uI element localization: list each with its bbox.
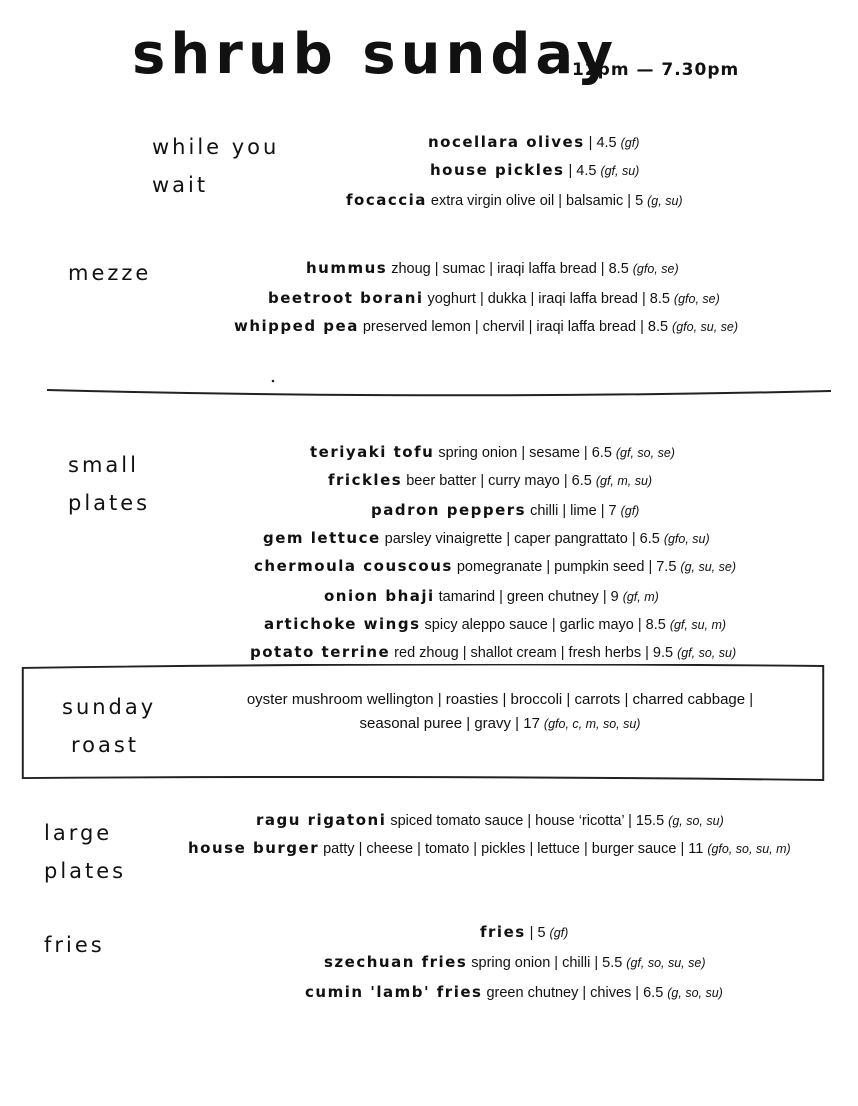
item-tags: (gf, su, m) xyxy=(669,618,727,632)
item-tags: (gf, so, se) xyxy=(615,446,675,460)
item-tags: (gf, m, su) xyxy=(595,474,653,488)
item-name: potato terrine xyxy=(250,643,391,661)
item-details: parsley vinaigrette | caper pangrattato | 6.5 xyxy=(384,531,660,547)
roast-line-1: oyster mushroom wellington | roasties | broccoli | carrots | charred cabbage | xyxy=(246,691,754,708)
item-name: frickles xyxy=(328,471,403,489)
item-name: gem lettuce xyxy=(263,529,381,547)
item-tags: (g, su, se) xyxy=(680,560,736,574)
item-tags: (gf, m) xyxy=(622,590,659,604)
item-tags: (gf) xyxy=(549,926,569,940)
menu-item xyxy=(263,529,710,548)
menu-item xyxy=(256,811,724,830)
item-name: onion bhaji xyxy=(324,587,435,605)
item-details: beer batter | curry mayo | 6.5 xyxy=(406,473,592,489)
item-details: tamarind | green chutney | 9 xyxy=(438,589,619,605)
opening-hours: 12pm — 7.30pm xyxy=(572,60,740,80)
menu-item xyxy=(268,289,720,308)
section-label-mezze: mezze xyxy=(68,261,152,285)
item-tags: (gfo, se) xyxy=(673,292,720,306)
item-details: extra virgin olive oil | balsamic | 5 xyxy=(430,193,644,209)
roast-line-2 xyxy=(200,712,800,736)
section-divider xyxy=(0,378,858,408)
item-tags: (gfo, su, se) xyxy=(672,320,739,334)
item-details: patty | cheese | tomato | pickles | lettuce | burger sauce | 11 xyxy=(323,841,704,857)
section-label-sunday-roast: sunday roast xyxy=(62,695,157,757)
menu-item xyxy=(430,161,639,180)
item-details: | 5 xyxy=(529,925,546,941)
item-tags: (gf, so, su) xyxy=(677,646,737,660)
item-name: nocellara olives xyxy=(428,133,585,151)
item-name: artichoke wings xyxy=(264,615,421,633)
menu-item xyxy=(264,615,726,634)
menu-item xyxy=(310,443,675,462)
item-details: spicy aleppo sauce | garlic mayo | 8.5 xyxy=(424,617,666,633)
menu-item xyxy=(250,643,736,662)
item-tags: (gfo, so, su, m) xyxy=(707,842,791,856)
menu-item xyxy=(254,557,736,576)
menu-item xyxy=(480,923,568,942)
item-details: green chutney | chives | 6.5 xyxy=(486,985,664,1001)
item-name: beetroot borani xyxy=(268,289,424,307)
item-tags: (gf, su) xyxy=(600,164,640,178)
item-name: focaccia xyxy=(346,191,427,209)
item-name: teriyaki tofu xyxy=(310,443,435,461)
roast-details: seasonal puree | gravy | 17 xyxy=(359,715,540,732)
item-tags: (gf) xyxy=(620,504,640,518)
item-details: | 4.5 xyxy=(588,135,617,151)
item-name: house pickles xyxy=(430,161,565,179)
item-name: fries xyxy=(480,923,526,941)
item-name: cumin 'lamb' fries xyxy=(305,983,483,1001)
section-label-while-you-wait: while you wait xyxy=(152,135,280,197)
item-tags: (gfo, su) xyxy=(663,532,710,546)
item-name: hummus xyxy=(306,259,388,277)
item-details: spiced tomato sauce | house ‘ricotta’ | 15.5 xyxy=(390,813,665,829)
menu-item xyxy=(306,259,679,278)
item-name: whipped pea xyxy=(234,317,359,335)
menu-item xyxy=(428,133,639,152)
item-details: | 4.5 xyxy=(568,163,597,179)
item-details: spring onion | chilli | 5.5 xyxy=(471,955,623,971)
menu-title: shrub sunday xyxy=(132,22,618,87)
item-details: chilli | lime | 7 xyxy=(530,503,617,519)
roast-tags: (gfo, c, m, so, su) xyxy=(543,717,641,731)
item-name: szechuan fries xyxy=(324,953,468,971)
item-details: preserved lemon | chervil | iraqi laffa bread | 8.5 xyxy=(362,319,669,335)
item-name: padron peppers xyxy=(371,501,527,519)
item-name: chermoula couscous xyxy=(254,557,453,575)
item-tags: (g, su) xyxy=(647,194,683,208)
menu-item xyxy=(324,587,659,606)
item-name: ragu rigatoni xyxy=(256,811,387,829)
section-label-fries: fries xyxy=(44,933,105,957)
menu-item xyxy=(188,839,791,858)
item-tags: (g, so, su) xyxy=(668,814,724,828)
menu-item xyxy=(324,953,706,972)
item-details: zhoug | sumac | iraqi laffa bread | 8.5 xyxy=(391,261,629,277)
section-label-small-plates: small plates xyxy=(68,453,151,515)
item-details: yoghurt | dukka | iraqi laffa bread | 8.5 xyxy=(427,291,670,307)
item-details: red zhoug | shallot cream | fresh herbs | 9.5 xyxy=(394,645,674,661)
item-tags: (gf) xyxy=(620,136,640,150)
menu-item xyxy=(234,317,738,336)
menu-item xyxy=(346,191,683,210)
menu-item xyxy=(328,471,652,490)
item-details: spring onion | sesame | 6.5 xyxy=(438,445,612,461)
menu-item xyxy=(371,501,639,520)
item-details: pomegranate | pumpkin seed | 7.5 xyxy=(456,559,677,575)
section-label-large-plates: large plates xyxy=(44,821,127,883)
item-tags: (gfo, se) xyxy=(632,262,679,276)
item-tags: (gf, so, su, se) xyxy=(626,956,706,970)
menu-item xyxy=(305,983,723,1002)
item-name: house burger xyxy=(188,839,320,857)
item-tags: (g, so, su) xyxy=(667,986,723,1000)
